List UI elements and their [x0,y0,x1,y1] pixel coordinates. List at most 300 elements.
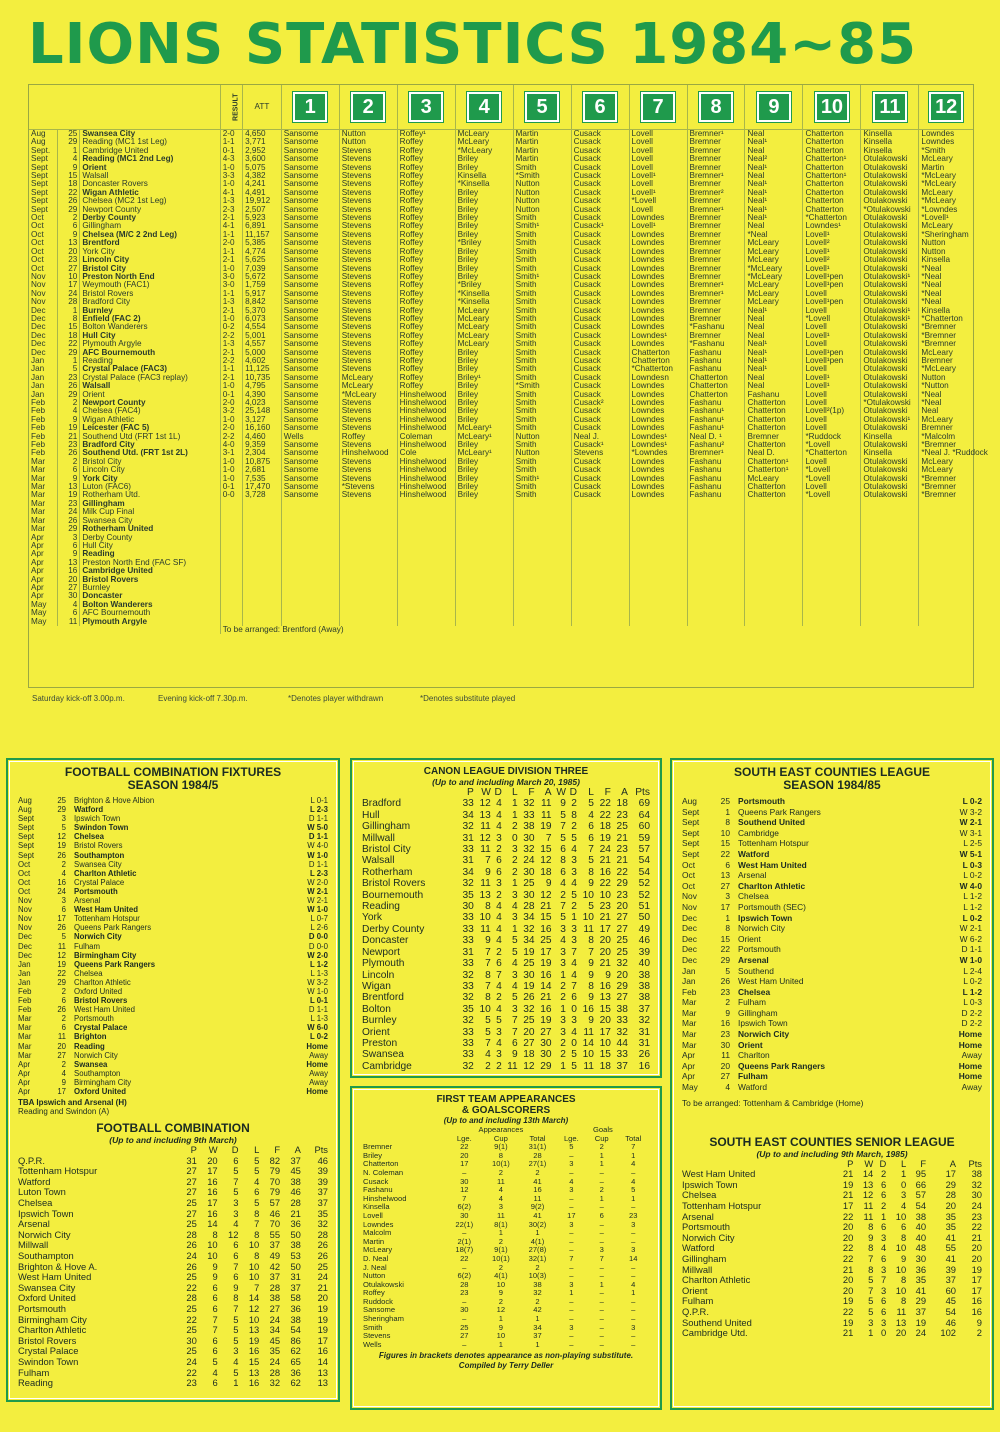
stat-cell: 6 [212,1377,218,1389]
stat-cell: 11 [496,1176,505,1186]
fixture-result: 2-0 [220,399,242,407]
stat-cell: 10 [496,1331,506,1341]
stat-cell: 3 [569,1159,574,1169]
fixture-opponent: Hull City [80,332,220,340]
stat-cell: 8(1) [494,1219,508,1229]
fixture-opponent: Wigan Athletic [80,189,220,197]
stat-cell: 41 [945,1231,957,1243]
fixture-player: Cusack [571,273,629,281]
fixture-player: Stevens [571,449,629,457]
stat-cell: 11 [533,1193,542,1203]
fixture-month: Nov [31,271,46,281]
table-row [362,901,650,912]
fixture-day: 25 [720,796,730,806]
fixture-player: Chatterton [745,424,803,432]
fixture-player [455,525,513,533]
stat-cell: 4 [631,1176,636,1186]
stat-cell: 2 [496,1060,502,1072]
fixture-player: Chatterton¹ [803,172,861,180]
fixture-opponent: Crystal Palace (FAC3 replay) [80,374,220,382]
fixture-result: D 2-2 [961,1007,982,1018]
fixture-row [29,609,973,617]
team-name: West Ham United [682,1168,756,1180]
stat-cell: 4 [496,798,502,810]
fixture-row [18,860,328,869]
stat-cell: 33 [523,809,535,821]
fixture-player [397,534,455,542]
opponent-name: Birmingham City [74,950,137,960]
fixture-player [455,592,513,600]
fixture-month: Aug [31,129,46,138]
fixture-player: Briley [455,441,513,449]
stat-cell: 8 [254,1207,260,1219]
stat-cell: 20 [523,1026,535,1038]
fixture-attendance: 7,535 [243,475,282,483]
fixture-player: Stevens [339,172,397,180]
fixture-player: Lovell [629,180,687,188]
stat-cell: 3 [571,855,577,867]
column-header: A [949,1157,957,1169]
fixture-player: Cusack [571,265,629,273]
fixture-player: Stevens [339,147,397,155]
fixture-player [571,601,629,609]
player-position-header [455,85,513,130]
stat-cell: 3 [496,878,502,890]
column-header: W [556,787,566,798]
stat-cell: – [631,1331,636,1341]
fixture-month: Jan [18,959,31,969]
column-header: Pts [968,1157,982,1169]
fixture-player: Lowndes¹ [629,441,687,449]
team-name: Tottenham Hotspur [18,1165,98,1177]
fixture-month: Dec [18,950,32,960]
fixture-opponent: York City [80,475,220,483]
sec-fixtures-list [682,796,982,1093]
stat-cell: 24 [523,855,535,867]
fixture-player: Bremner [687,256,745,264]
stat-cell: 11 [583,1060,594,1072]
table-row [362,947,650,958]
stat-cell: 8 [212,1228,218,1240]
fixture-player [281,592,339,600]
stat-cell: 18(7) [455,1245,474,1255]
stat-cell: 41 [533,1176,542,1186]
stat-cell: 8 [254,1250,260,1262]
fixture-player: Roffey [397,315,455,323]
fixture-player [513,592,571,600]
fixture-player [339,534,397,542]
stat-cell: 5 [485,1026,491,1038]
fixture-month: May [31,599,47,609]
team-name: Derby County [362,923,425,935]
stat-cell: 6 [560,844,566,856]
fixture-attendance: 5,075 [243,164,282,172]
fixture-player: Sansome [281,180,339,188]
canon-title: CANON LEAGUE DIVISION THREE [423,766,589,777]
fixture-day: 20 [57,248,79,256]
table-row [362,958,650,969]
fixture-month: Dec [31,313,46,323]
table-row [362,798,650,809]
stat-cell: 6(2) [457,1271,472,1281]
fixture-month: Dec [18,941,32,951]
fixture-player: Chatterton [745,483,803,491]
fixture-row [682,944,982,955]
fixture-opponent: Derby County [80,214,220,222]
fixture-month: Dec [682,912,697,923]
stat-cell: 27 [616,912,628,924]
fixture-player: Cusack [571,458,629,466]
fixture-player: Bremner [919,424,973,432]
fixture-player [687,584,745,592]
stat-cell: 4 [496,809,502,821]
fixture-month: Apr [31,532,44,542]
stat-cell: 17 [599,923,611,935]
fixture-player: Kinsella [861,138,919,146]
fixture-result [220,508,242,516]
fixture-player: Kinsella [455,172,513,180]
fixture-player: Roffey [397,248,455,256]
fixture-player: Cusack [571,391,629,399]
opponent-name: Watford [74,805,104,815]
fixture-player: Stevens [339,441,397,449]
fixture-opponent [74,905,288,914]
fixture-opponent [74,1069,288,1078]
stat-cell: 1 [599,1193,604,1203]
stat-cell: 17 [460,1159,469,1169]
results-sheet [28,84,988,688]
fixture-month: Feb [31,414,46,424]
fixture-player: Otulakowski [861,357,919,365]
fixture-player: Sansome [281,265,339,273]
stat-cell: 19 [599,832,611,844]
fixture-attendance: 4,554 [243,323,282,331]
stat-cell: 15 [599,1049,611,1061]
fixture-player: *McLeary [339,391,397,399]
stat-cell: 34 [462,866,474,878]
fixture-player: *Bremner [919,441,973,449]
fixture-player: Sansome [281,147,339,155]
fixture-row [18,1060,328,1069]
note-withdrawn: *Denotes player withdrawn [288,694,384,703]
stat-cell: 27 [460,1331,469,1341]
fixture-month: Sept [18,823,35,833]
stat-cell: – [631,1296,636,1306]
fixture-player: Lovell¹ [803,332,861,340]
stat-cell: 19 [915,1316,927,1328]
stat-cell: 3 [511,969,518,981]
fixture-opponent: Bradford City [80,441,220,449]
table-row [18,1187,328,1198]
stat-cell: 32 [523,844,535,856]
fixture-opponent: Bradford City [80,298,220,306]
fixture-month: Mar [18,1032,32,1042]
opponent-name: Arsenal [738,954,769,965]
stat-cell: 36 [290,1303,301,1314]
fixture-player: Lovell¹ [803,374,861,382]
fixture-player: Otulakowski [861,365,919,373]
team-name: Walsall [362,855,395,867]
player-row [362,1143,650,1152]
fixture-day: 17 [57,281,79,289]
stat-cell: 26 [186,1239,197,1251]
fixture-player: Lovell¹ [803,231,861,239]
fixture-player: Stevens [339,416,397,424]
table-row [18,1357,328,1368]
stat-cell: – [599,1322,604,1332]
fixture-player: Cusack [571,130,629,139]
fixture-player: Otulakowski [861,332,919,340]
stat-cell: 23 [616,844,628,856]
fixture-player: Cusack [571,231,629,239]
fixture-player [629,592,687,600]
team-name: Cambridge Utd. [682,1327,748,1339]
fixture-row [18,805,328,814]
fixture-player: Lovell¹pen [803,281,861,289]
team-name: Southampton [18,1250,74,1262]
stat-cell: 22 [460,1142,469,1152]
player-position-header [745,85,803,130]
fixture-player [571,609,629,617]
opponent-name: West Ham United [74,905,138,915]
fixture-player: Lowndes [629,239,687,247]
fixture-month: Mar [31,456,46,466]
stat-cell: 20 [842,1284,854,1296]
to-be-arranged-row [29,626,973,634]
fixture-result [220,525,242,533]
stat-cell: 62 [290,1345,301,1357]
fixture-month: Mar [31,498,46,508]
team-name: Reading [362,901,400,913]
fixture-player: Bremner [687,315,745,323]
opponent-name: Ipswich Town [738,1018,788,1029]
fixture-player: Roffey [397,189,455,197]
goals-subtitle: (Up to and including 13th March) [443,1116,569,1125]
stat-cell: 2 [535,1167,540,1177]
fixture-month: Sept [682,827,700,838]
stat-cell: 21 [616,855,628,867]
fixture-player [397,550,455,558]
position-number: 1 [293,92,327,122]
table-row [682,1307,982,1318]
fixture-result: 4-3 [220,155,242,163]
column-header: A [544,787,552,798]
fixture-result: 4-0 [220,441,242,449]
fixture-player: *Lovell [803,466,861,474]
stat-cell: 3 [571,1015,577,1027]
fixture-player: Cusack [571,189,629,197]
fixture-result: W 1-0 [307,986,328,996]
stat-cell: 20 [599,1015,611,1027]
stat-cell: 8 [233,1292,239,1304]
fixture-day: 28 [57,298,79,306]
fixture-row [29,374,973,382]
fixture-day: 12 [57,950,66,960]
stat-cell: 30 [460,1210,469,1220]
fixture-player [629,534,687,542]
stat-cell: 10 [248,1271,260,1283]
fixture-player [513,609,571,617]
position-number: 9 [757,92,791,122]
fixture-player [803,618,861,626]
fixture-player [629,584,687,592]
fixture-player: Bremner¹ [687,290,745,298]
fixture-row [682,796,982,807]
fixture-player: Hinshelwood [397,458,455,466]
column-header: Cup [594,1133,609,1143]
stat-cell: 5 [571,889,577,901]
stat-cell: 46 [638,935,650,947]
stat-cell: 7 [485,958,491,970]
fixture-month: Oct [18,859,31,869]
fixture-result: L 1-3 [310,968,328,978]
stat-cell: 23 [629,1210,638,1220]
fixture-player [629,542,687,550]
stat-cell: 27(8) [528,1245,547,1255]
stat-cell: 28 [269,1366,281,1378]
fixture-player: Bremner [687,265,745,273]
fixture-row [682,1008,982,1019]
column-header: Cup [493,1133,508,1143]
table-row [18,1304,328,1315]
stat-cell: 31 [290,1271,301,1283]
stat-cell: 32 [462,969,474,981]
column-header: Lge. [563,1133,579,1143]
fc-league-table [18,1145,328,1389]
fixture-player: Lovell² [803,256,861,264]
stat-cell: 9 [588,969,594,981]
stat-cell: 41 [945,1252,957,1264]
stat-cell: 1 [498,1339,503,1349]
fixture-opponent [738,1082,942,1093]
stat-cell: 20 [945,1200,957,1211]
fixture-month: Feb [31,431,46,441]
column-header: Total [529,1133,546,1143]
player-name: Wells [363,1339,382,1349]
fixture-player: Smith¹ [513,222,571,230]
stat-cell: 3 [560,1015,566,1027]
stat-cell: 10 [496,1279,506,1289]
opponent-name: Chelsea [74,968,103,978]
stat-cell: 4 [511,980,518,992]
fixture-player: Sansome [281,222,339,230]
stat-cell: 9(1) [494,1245,508,1255]
fixture-opponent [74,814,288,823]
fixture-player: Bremner¹ [687,130,745,139]
fixture-player: Lowndes [629,214,687,222]
fixture-player: Smith¹ [513,273,571,281]
fixture-row [29,601,973,609]
fixture-player: Cusack [571,416,629,424]
fixture-player: Bremner [687,239,745,247]
stat-cell: 32 [462,1015,474,1027]
stat-cell: 9 [868,1231,874,1243]
stat-cell: 32(1) [528,1253,547,1263]
fixture-player: McLeary [455,332,513,340]
fixture-player [513,550,571,558]
fixture-opponent [738,807,942,818]
fixture-attendance: 4,650 [243,130,282,139]
stat-cell: 20 [842,1231,854,1243]
fixture-result: W 2-0 [307,950,328,960]
stat-cell: 2 [511,866,518,878]
fixture-month: Sept [18,841,35,851]
fixture-player [571,517,629,525]
stat-cell: 7 [485,855,491,867]
fixture-player [919,534,973,542]
fixture-player: Hinshelwood [397,416,455,424]
fixture-row [682,1071,982,1082]
stat-cell: – [599,1236,604,1246]
fixture-player [861,584,919,592]
fixture-month: Apr [682,1050,696,1061]
fixture-opponent: Lincoln City [80,466,220,474]
fixture-month: Nov [18,896,32,906]
stat-cell: 7 [233,1303,239,1314]
results-header [29,85,973,130]
fixture-player: Neal [919,407,973,415]
fixture-day: 26 [57,923,66,933]
stat-cell: 8 [560,855,566,867]
fixture-player: Smith [513,424,571,432]
player-row [362,1221,650,1230]
fixture-player: Kinsella [861,130,919,139]
fixture-player: Lowndes [629,424,687,432]
fixture-player [397,517,455,525]
canon-league-table [362,787,650,1072]
fixture-row [29,315,973,323]
stat-cell: 33 [462,1037,474,1049]
fixture-opponent [74,823,288,832]
fixture-player: Roffey [397,298,455,306]
fixture-player: Hinshelwood [397,391,455,399]
stat-cell: 24 [269,1313,281,1325]
team-name: Bradford [362,798,402,810]
fixture-row [18,796,328,805]
fixture-player [339,576,397,584]
fixture-player: Lowndes [629,483,687,491]
stat-cell: 22 [186,1313,197,1325]
fixture-attendance: 3,127 [243,416,282,424]
fixture-player: Lowndes [629,307,687,315]
secs-title: SOUTH EAST COUNTIES SENIOR LEAGUE [709,1134,955,1149]
fixture-player: Bremner [745,433,803,441]
stat-cell: 32 [971,1178,982,1190]
stat-cell: 16 [971,1295,982,1307]
stat-cell: 60 [945,1284,957,1296]
stat-cell: 3 [496,1026,502,1038]
fixture-player [687,576,745,584]
stat-cell: – [599,1296,604,1306]
stat-cell: 44 [616,1037,628,1049]
player-row [362,1169,650,1178]
stat-cell: 12 [460,1185,469,1195]
stat-cell: 6 [233,1271,239,1283]
fixture-attendance: 25,148 [243,407,282,415]
fixture-opponent: Cambridge United [80,567,220,575]
note-evening: Evening kick-off 7.30p.m. [158,694,248,703]
fixture-player [513,576,571,584]
fixture-player: Otulakowski [861,491,919,499]
fixture-player [803,609,861,617]
fixture-player [919,559,973,567]
fixture-player: Bremner [687,138,745,146]
player-position-header [803,85,861,130]
fixture-player: Briley [455,357,513,365]
fixture-player: Roffey [397,155,455,163]
fixture-player: Hinshelwood [397,441,455,449]
fixture-player: Sansome [281,466,339,474]
